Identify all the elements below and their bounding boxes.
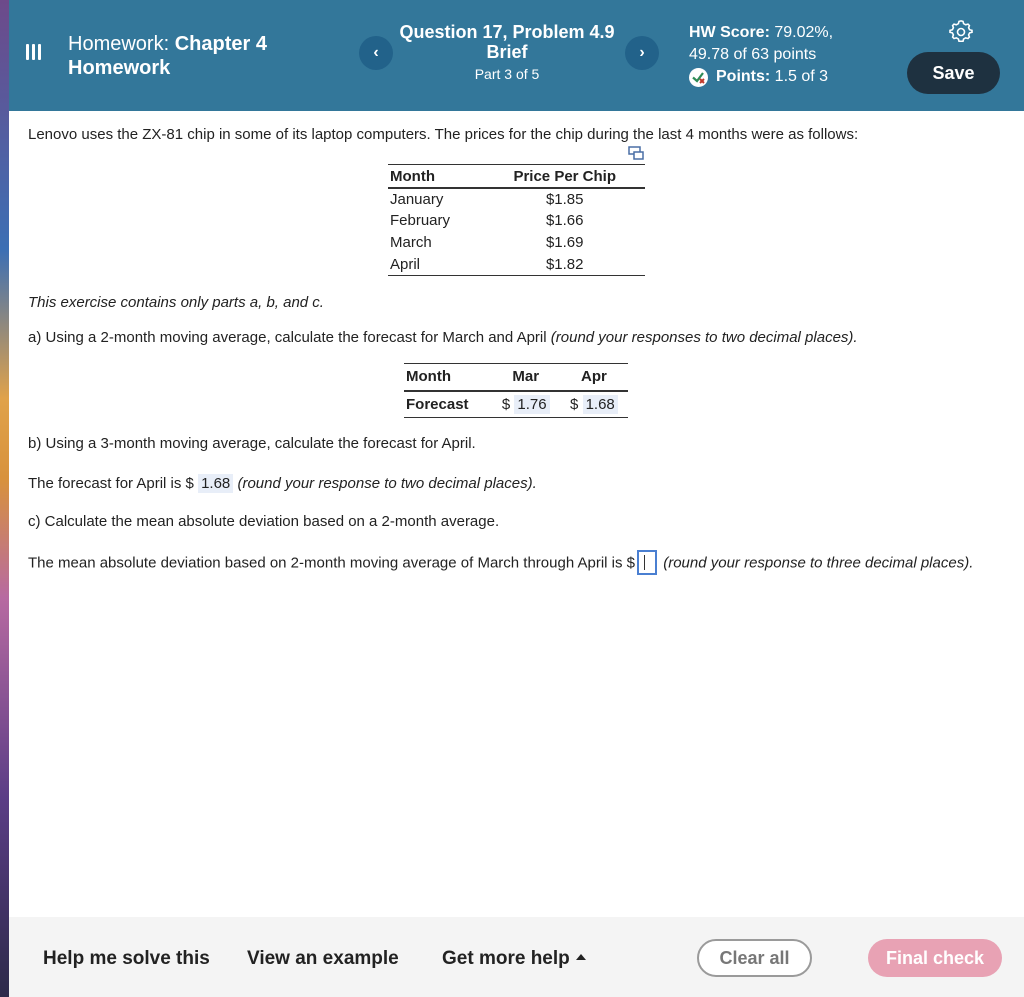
month-cell: March: [390, 234, 432, 251]
price-table-header-month: Month: [388, 165, 484, 188]
mad-sentence: [28, 551, 988, 576]
forecast-table-col-mar: Mar: [492, 364, 560, 391]
get-more-help-button[interactable]: [442, 948, 586, 970]
chevron-right-icon: ›: [639, 44, 645, 61]
partial-credit-icon: [689, 68, 708, 87]
mad-hint: (round your response to three decimal places).: [663, 554, 974, 572]
hw-score-value: 79.02%,: [774, 24, 834, 41]
part-a-text: a) Using a 2-month moving average, calculate the forecast for March and April: [28, 329, 551, 346]
table-row: [388, 232, 645, 254]
part-b-prompt: b) Using a 3-month moving average, calculate the forecast for April.: [28, 435, 476, 452]
problem-intro: Lenovo uses the ZX-81 chip in some of its laptop computers. The prices for the chip during the last 4 months were as follows:: [28, 126, 859, 143]
menu-icon[interactable]: [26, 44, 42, 60]
forecast-mar-cell: [492, 391, 560, 418]
april-forecast-hint: (round your response to two decimal places).: [237, 475, 537, 492]
footer-bar: [9, 917, 1024, 997]
forecast-table: [404, 363, 628, 418]
get-more-help-label: Get more help: [442, 948, 570, 969]
april-forecast-prefix: The forecast for April is $: [28, 475, 194, 492]
currency-symbol: $: [570, 395, 579, 413]
desktop-background-strip: [0, 0, 9, 997]
chevron-left-icon: ‹: [373, 44, 379, 61]
price-cell: $1.69: [545, 234, 584, 251]
next-question-button[interactable]: [625, 36, 659, 70]
previous-question-button[interactable]: [359, 36, 393, 70]
month-cell: January: [390, 190, 444, 208]
table-row: [388, 210, 645, 232]
points-value: 1.5 of 3: [774, 68, 829, 85]
homework-line2: Homework: [68, 57, 171, 79]
help-me-solve-button[interactable]: Help me solve this: [43, 948, 210, 969]
final-check-button[interactable]: Final check: [868, 939, 1002, 977]
save-button[interactable]: Save: [907, 52, 1000, 94]
gear-icon[interactable]: [949, 20, 973, 44]
copy-to-spreadsheet-icon[interactable]: [628, 146, 644, 160]
price-cell: $1.82: [484, 254, 645, 276]
price-table: [388, 164, 645, 276]
forecast-table-month-label: Month: [404, 364, 492, 391]
header-bar: [9, 0, 1024, 111]
april-forecast-sentence: [28, 474, 537, 493]
price-table-header-price: Price Per Chip: [484, 165, 645, 188]
points-total: 49.78 of 63 points: [689, 46, 817, 63]
exercise-note: This exercise contains only parts a, b, and c.: [28, 294, 324, 311]
currency-symbol: $: [501, 395, 511, 413]
homework-chapter: Chapter 4: [174, 33, 267, 55]
month-cell: April: [388, 254, 484, 276]
hw-score-label: HW Score:: [689, 24, 775, 41]
part-c-prompt: c) Calculate the mean absolute deviation based on a 2-month average.: [28, 513, 500, 530]
caret-up-icon: [576, 954, 586, 960]
clear-all-button[interactable]: Clear all: [697, 939, 812, 977]
mad-answer-input[interactable]: [637, 550, 657, 575]
table-row: [388, 254, 645, 276]
forecast-apr-answer[interactable]: 1.68: [583, 395, 618, 414]
price-cell: $1.85: [545, 190, 584, 208]
points-label: Points:: [716, 68, 775, 85]
question-part: Part 3 of 5: [474, 66, 540, 82]
homework-title: [68, 32, 318, 80]
april-forecast-answer[interactable]: 1.68: [198, 474, 233, 493]
table-row: [388, 188, 645, 210]
part-a-hint: (round your responses to two decimal places).: [550, 329, 858, 346]
hw-score-panel: [689, 22, 833, 88]
month-cell: February: [390, 212, 451, 229]
mad-prefix: The mean absolute deviation based on 2-month moving average of March through April is $: [28, 554, 636, 572]
forecast-row-label: Forecast: [404, 391, 492, 418]
forecast-apr-cell: [560, 391, 628, 418]
forecast-table-col-apr: Apr: [560, 364, 628, 391]
forecast-mar-answer[interactable]: 1.76: [514, 395, 549, 414]
price-cell: $1.66: [545, 212, 584, 229]
question-title: Question 17, Problem 4.9 Brief: [399, 22, 615, 62]
homework-prefix: Homework:: [68, 33, 175, 55]
view-example-button[interactable]: View an example: [247, 948, 399, 969]
part-a-prompt: [28, 329, 858, 346]
